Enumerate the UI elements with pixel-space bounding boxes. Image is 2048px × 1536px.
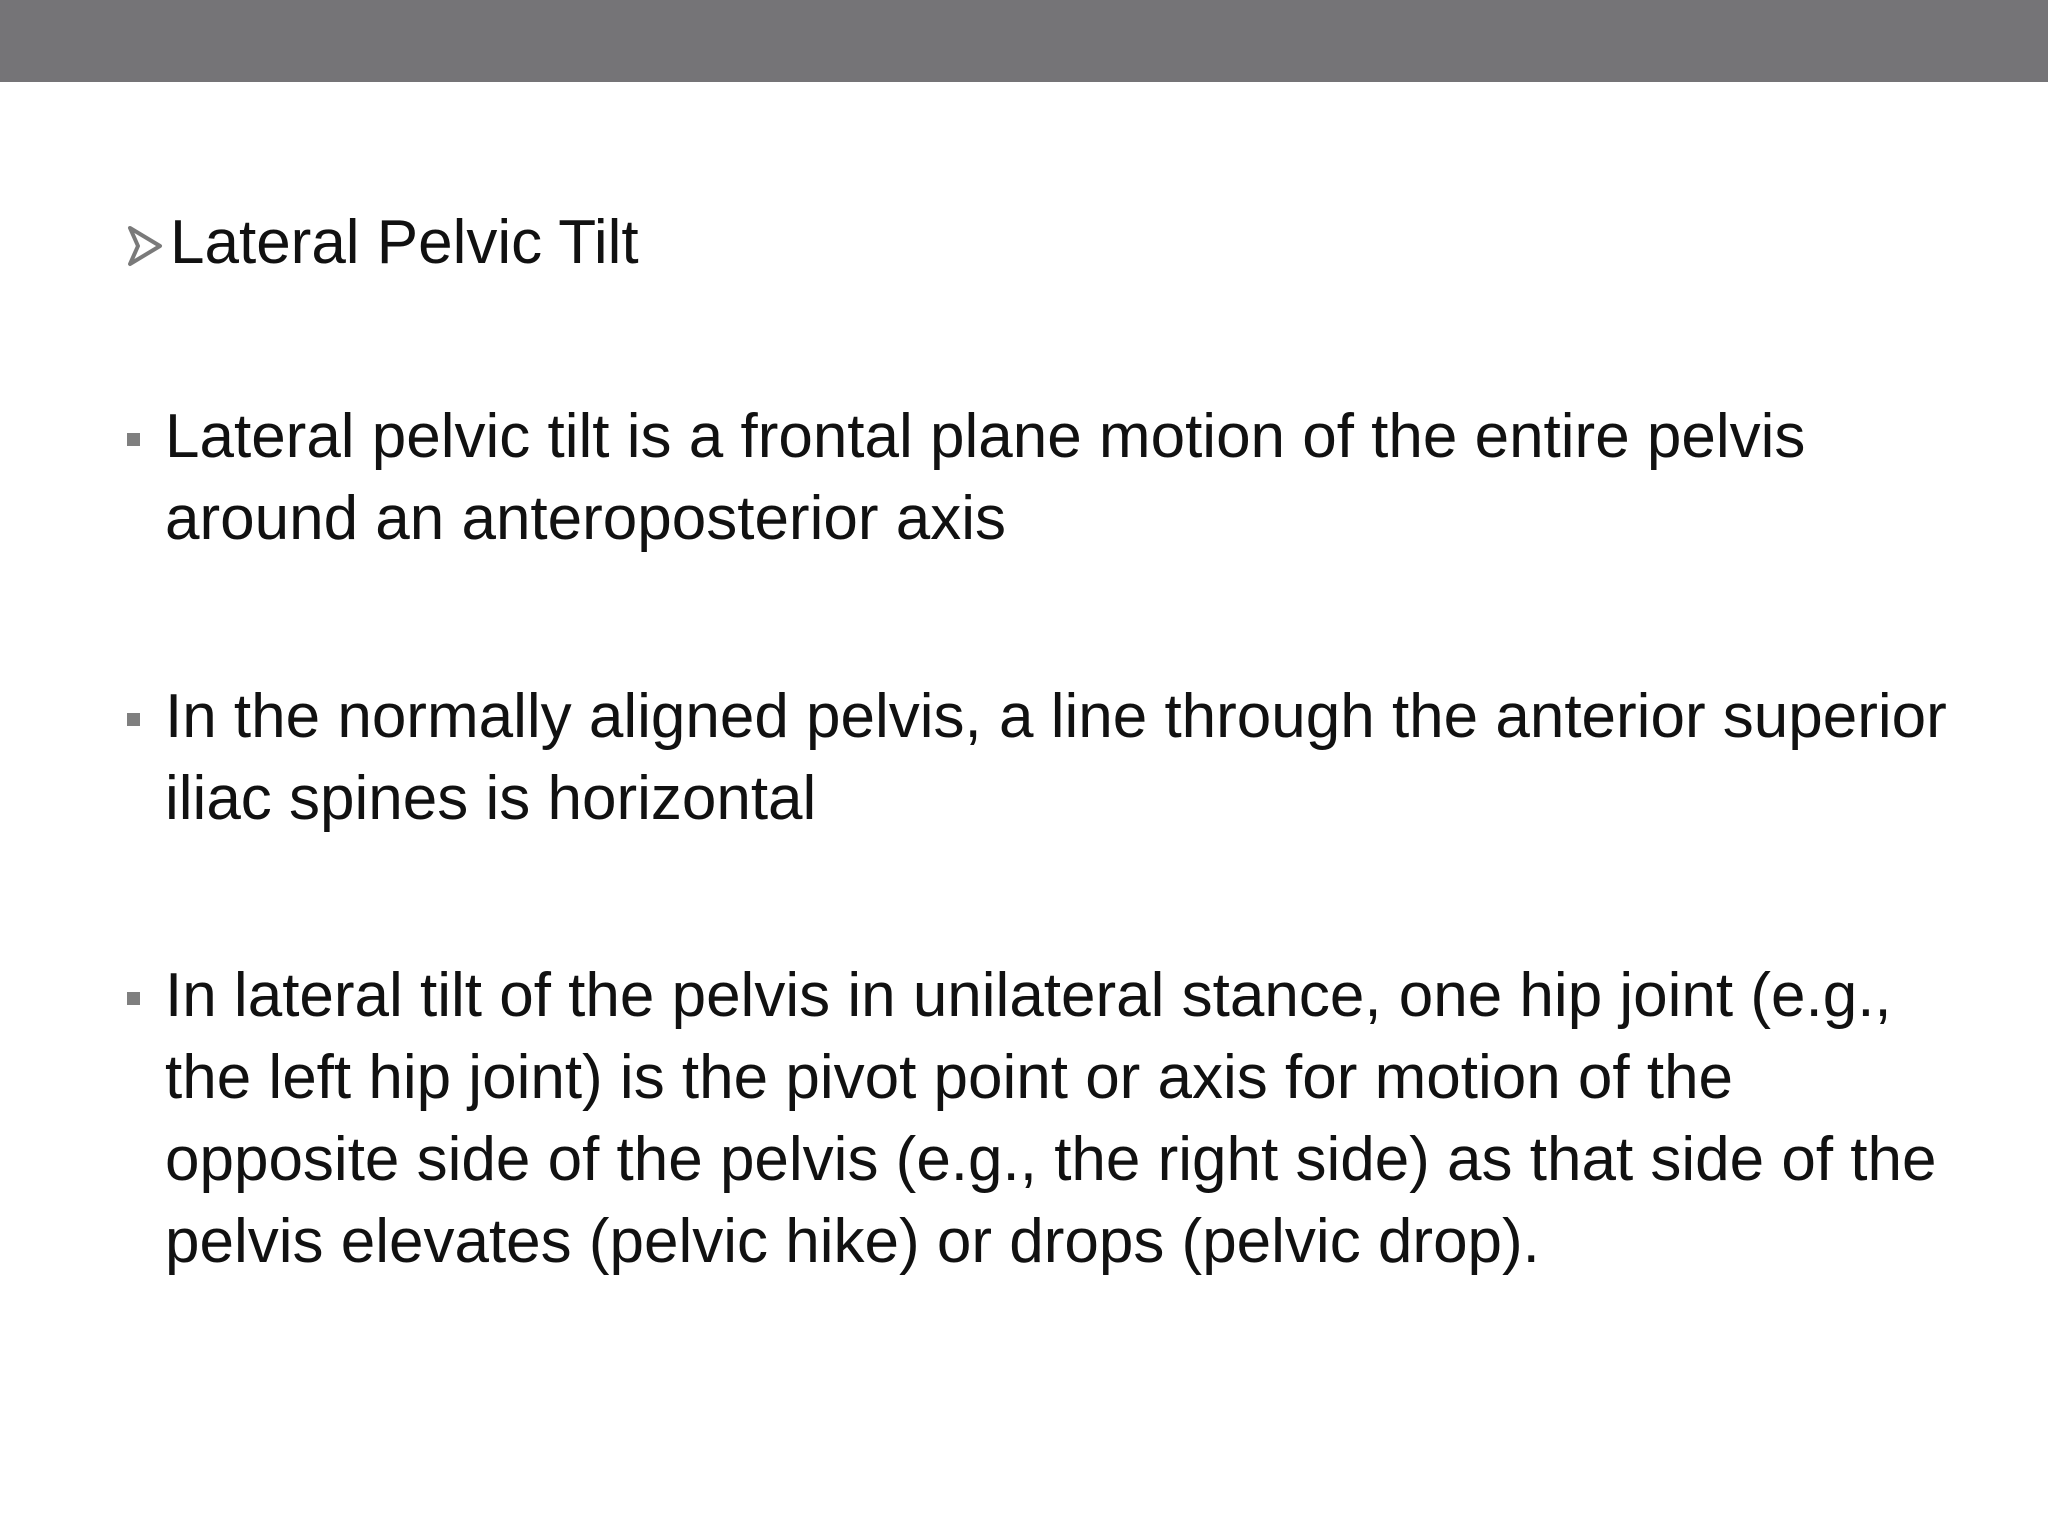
bullet-text: In the normally aligned pelvis, a line through the anterior superior iliac spines is horizontal	[165, 682, 1947, 833]
square-bullet-icon	[127, 713, 140, 726]
bullet-text: In lateral tilt of the pelvis in unilateral stance, one hip joint (e.g., the left hip joint) is the pivot point or axis for motion of the opposite side of the pelvis (e.g., the right side) as that side of the pelvis elevates (pelvic hike) or drops (pelvic drop).	[165, 961, 1937, 1276]
arrow-bullet-icon	[126, 224, 164, 268]
square-bullet-icon	[127, 433, 140, 446]
slide-heading-text: Lateral Pelvic Tilt	[170, 208, 639, 277]
bullet-text: Lateral pelvic tilt is a frontal plane motion of the entire pelvis around an anteroposterior axis	[165, 402, 1806, 553]
slide-heading	[126, 205, 639, 281]
square-bullet-icon	[127, 992, 140, 1005]
